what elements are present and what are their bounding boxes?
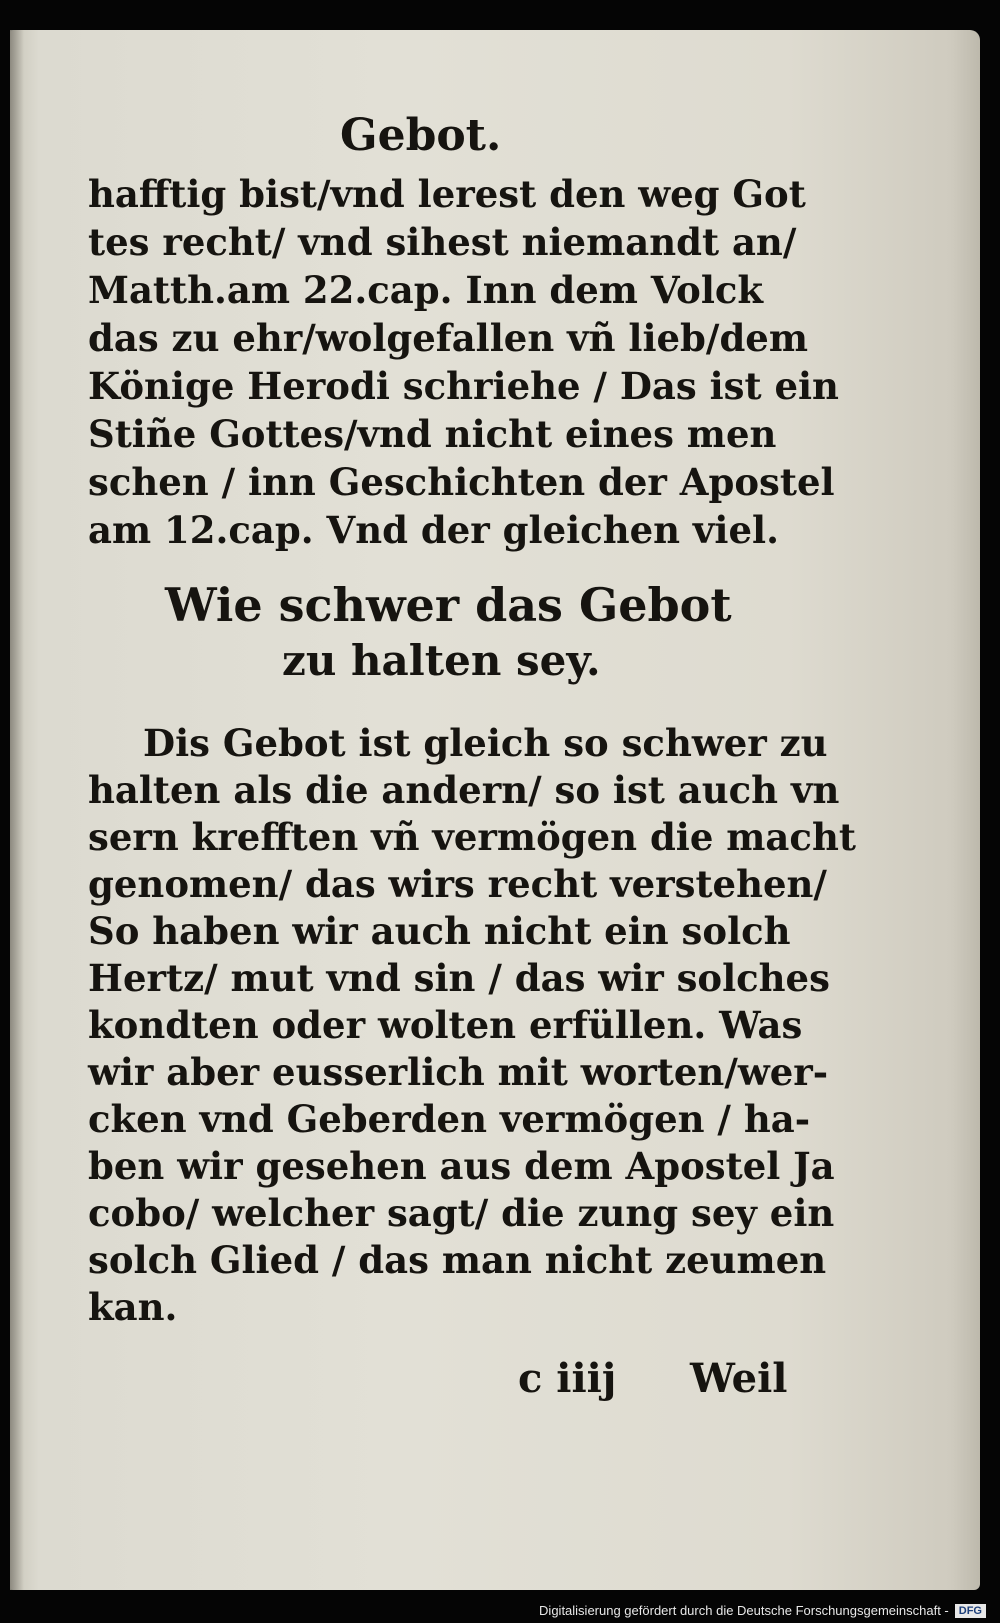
book-page xyxy=(10,30,980,1590)
text-line: hafftig bist/vnd lerest den weg Got xyxy=(88,172,806,216)
top-text-block xyxy=(88,170,839,554)
text-line: ben wir gesehen aus dem Apostel Ja xyxy=(88,1144,835,1188)
text-line: am 12.cap. Vnd der gleichen viel. xyxy=(88,508,779,552)
text-line: kan. xyxy=(88,1285,178,1329)
text-line: Dis Gebot ist gleich so schwer zu xyxy=(143,721,828,765)
text-line: cken vnd Geberden vermögen / ha- xyxy=(88,1097,811,1141)
text-line: Matth.am 22.cap. Inn dem Volck xyxy=(88,268,764,312)
body-text-block xyxy=(88,720,856,1331)
text-line: kondten oder wolten erfüllen. Was xyxy=(88,1003,803,1047)
section-heading: Wie schwer das Gebot xyxy=(165,578,732,632)
text-line: sern krefften vñ vermögen die macht xyxy=(88,815,856,859)
section-heading-continuation: zu halten sey. xyxy=(282,636,601,685)
text-line: tes recht/ vnd sihest niemandt an/ xyxy=(88,220,797,264)
text-line: solch Glied / das man nicht zeumen xyxy=(88,1238,827,1282)
text-line: halten als die andern/ so ist auch vn xyxy=(88,768,840,812)
signature-mark: c iiij xyxy=(518,1355,617,1402)
text-line: schen / inn Geschichten der Apostel xyxy=(88,460,835,504)
text-line: Könige Herodi schriehe / Das ist ein xyxy=(88,364,839,408)
running-head: Gebot. xyxy=(340,110,502,161)
text-line: Hertz/ mut vnd sin / das wir solches xyxy=(88,956,830,1000)
text-line: genomen/ das wirs recht verstehen/ xyxy=(88,862,827,906)
text-line: So haben wir auch nicht ein solch xyxy=(88,909,791,953)
text-line: das zu ehr/wolgefallen vñ lieb/dem xyxy=(88,316,809,360)
text-line: wir aber eusserlich mit worten/wer- xyxy=(88,1050,829,1094)
funding-notice: Digitalisierung gefördert durch die Deutsche Forschungsgemeinschaft - xyxy=(539,1603,949,1618)
catchword: Weil xyxy=(690,1355,788,1402)
text-line: cobo/ welcher sagt/ die zung sey ein xyxy=(88,1191,835,1235)
text-line: Stiñe Gottes/vnd nicht eines men xyxy=(88,412,777,456)
dfg-logo-icon: DFG xyxy=(955,1604,986,1618)
footer-bar xyxy=(0,1598,1000,1623)
